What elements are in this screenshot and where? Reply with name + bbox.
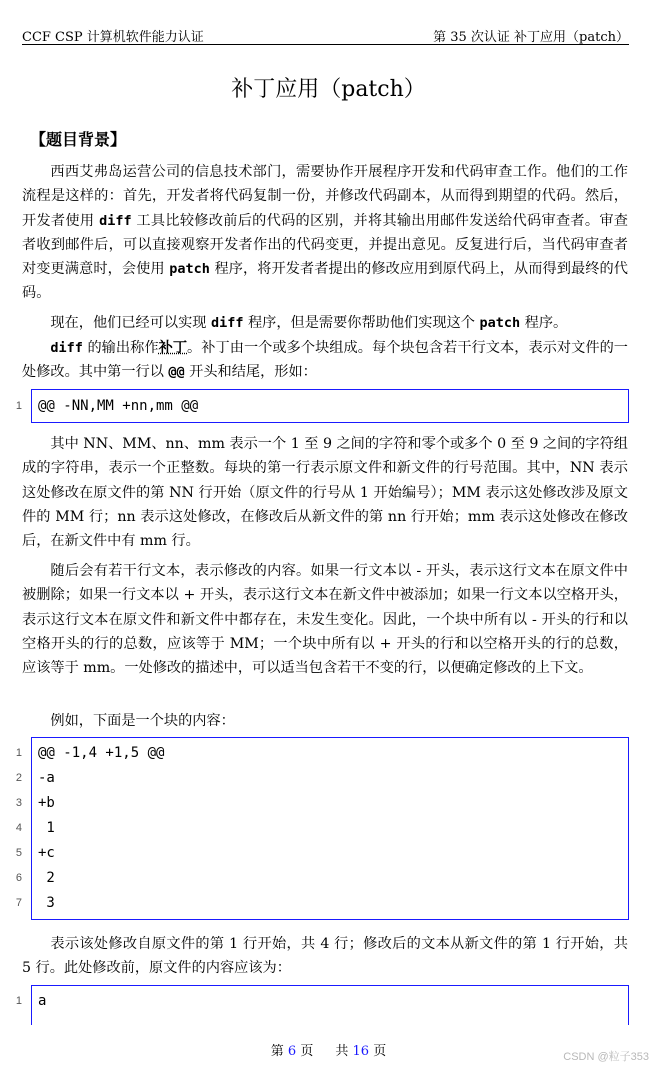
inline-code: diff bbox=[210, 315, 244, 331]
section-heading: 【题目背景】 bbox=[30, 130, 127, 149]
text: 程序。 bbox=[520, 315, 568, 331]
text: 西西艾弗岛运营公司的信息技术部门，需要协作开展程序开发和代码审查工作。他们的工作流程是这样的：首先，开发者将代码复制一份，并修改代码副本，从而得到期望的代码。然后，开发者使用 bbox=[22, 164, 628, 229]
paragraph-range-explanation: 其中 NN、MM、nn、mm 表示一个 1 至 9 之间的字符和零个或多个 0 至 9 之间的字符组成的字符串，表示一个正整数。每块的第一行表示原文件和新文件的行号范围。其中，NN 表示这处修改在原文件的第 NN 行开始（原文件的行号从 1 开始编号）；MM 表示这处修改涉及原文件的 MM 行；nn 表示这处修改，在修改后从新文件的第 nn 行开始；mm 表示这处修改在修改后，在新文件中有 mm 行。 bbox=[22, 436, 628, 550]
text: 程序，将开发者者提出的修改应用到原代码上，从而得到最终的代码。 bbox=[22, 261, 628, 302]
code-text: -a bbox=[38, 770, 55, 786]
paragraph-lines-explanation: 随后会有若干行文本，表示修改的内容。如果一行文本以 - 开头，表示这行文本在原文件中被删除；如果一行文本以 + 开头，表示这行文本在新文件中被添加；如果一行文本以空格开头，表示这行文本在原文件和新文件中都存在，未发生变化。因此，一个块中所有以 - 开头的行和以空格开头的行的总数，应该等于 MM；一个块中所有以 + 开头的行和以空格开头的行的总数，应该等于 mm。一处修改的描述中，可以适当包含若干不变的行，以便确定修改的上下文。 bbox=[22, 563, 628, 677]
paragraph-patch-definition bbox=[22, 336, 628, 385]
line-number: 3 bbox=[15, 797, 22, 809]
code-line bbox=[15, 741, 628, 766]
page-number: 6 bbox=[287, 1044, 297, 1059]
page-title: 补丁应用（patch） bbox=[231, 77, 426, 102]
inline-code: patch bbox=[479, 315, 521, 331]
total-suffix: 页 bbox=[373, 1044, 387, 1059]
text: 程序，但是需要你帮助他们实现这个 bbox=[243, 315, 480, 331]
line-number: 1 bbox=[15, 747, 22, 759]
paragraph-example-intro: 例如，下面是一个块的内容： bbox=[50, 713, 235, 729]
code-line bbox=[15, 816, 628, 841]
code-text: 3 bbox=[38, 895, 55, 911]
term: 补丁 bbox=[158, 340, 188, 356]
paragraph-background bbox=[22, 160, 628, 306]
line-number: 6 bbox=[15, 872, 22, 884]
inline-code: diff bbox=[50, 340, 83, 356]
line-number: 7 bbox=[15, 897, 22, 909]
code-line bbox=[15, 766, 628, 791]
code-text: @@ -NN,MM +nn,mm @@ bbox=[38, 398, 199, 414]
total-prefix: 共 bbox=[335, 1044, 349, 1059]
header-left: CCF CSP 计算机软件能力认证 bbox=[22, 30, 204, 45]
code-block-header-format bbox=[15, 389, 629, 423]
code-text: a bbox=[38, 993, 47, 1009]
header-right: 第 35 次认证 补丁应用（patch） bbox=[433, 30, 629, 45]
code-text: +c bbox=[38, 845, 55, 861]
code-line bbox=[15, 989, 628, 1014]
code-block-original bbox=[15, 985, 629, 1025]
code-line bbox=[15, 891, 628, 916]
code-line bbox=[15, 791, 628, 816]
inline-code: @@ bbox=[168, 364, 185, 381]
code-text: 2 bbox=[38, 870, 55, 886]
watermark: CSDN @粒子353 bbox=[563, 1051, 649, 1063]
paragraph-task bbox=[22, 311, 628, 335]
total-pages: 16 bbox=[352, 1044, 370, 1059]
text: 的输出称作 bbox=[82, 340, 159, 356]
inline-code: diff bbox=[99, 212, 132, 229]
line-number: 5 bbox=[15, 847, 22, 859]
paragraph-example-explanation: 表示该处修改自原文件的第 1 行开始，共 4 行；修改后的文本从新文件的第 1 行开始，共 5 行。此处修改前，原文件的内容应该为： bbox=[22, 936, 628, 977]
code-text: @@ -1,4 +1,5 @@ bbox=[38, 745, 165, 761]
page-header bbox=[22, 24, 629, 45]
line-number: 1 bbox=[15, 400, 22, 412]
code-line bbox=[15, 841, 628, 866]
page-suffix: 页 bbox=[300, 1044, 314, 1059]
code-line bbox=[15, 394, 628, 419]
code-line bbox=[15, 866, 628, 891]
code-text: +b bbox=[38, 795, 55, 811]
line-number: 1 bbox=[15, 995, 22, 1007]
text: 。补丁由一个或多个块组成。每个块包含若干行文本，表示对文件的一处修改。其中第一行以 bbox=[22, 340, 628, 381]
code-text: 1 bbox=[38, 820, 55, 836]
page-footer bbox=[0, 1040, 657, 1059]
text: 工具比较修改前后的代码的区别，并将其输出用邮件发送给代码审查者。审查者收到邮件后，可以直接观察开发者作出的代码变更，并提出意见。反复进行后，当代码审查者对变更满意时，会使用 bbox=[22, 212, 628, 278]
code-block-example bbox=[15, 737, 629, 920]
text: 现在，他们已经可以实现 bbox=[50, 315, 211, 331]
line-number: 2 bbox=[15, 772, 22, 784]
text: 开头和结尾，形如： bbox=[184, 364, 317, 381]
page-prefix: 第 bbox=[270, 1044, 284, 1059]
inline-code: patch bbox=[169, 261, 210, 278]
line-number: 4 bbox=[15, 822, 22, 834]
